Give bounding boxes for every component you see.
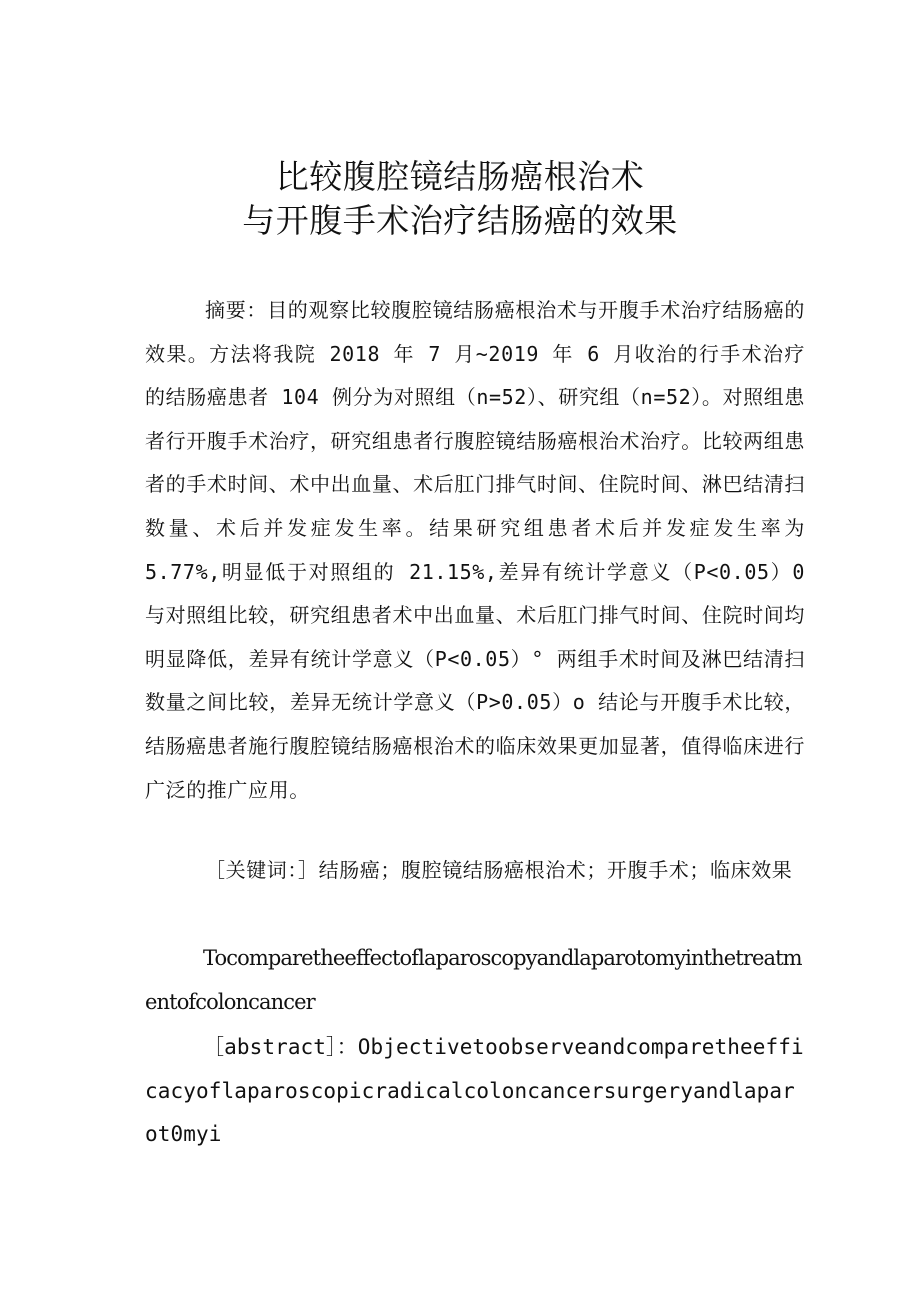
document-title-line-2: 与开腹手术治疗结肠癌的效果 <box>242 201 678 240</box>
keywords-paragraph: ［关键词：］结肠癌；腹腔镜结肠癌根治术；开腹手术；临床效果 <box>205 858 793 882</box>
document-title-line-1: 比较腹腔镜结肠癌根治术 <box>275 157 645 196</box>
abstract-paragraph: 摘要：目的观察比较腹腔镜结肠癌根治术与开腹手术治疗结肠癌的效果。方法将我院 2018 年 7 月~2019 年 6 月收治的行手术治疗的结肠癌患者 104 例分为对照组（n=52）、研究组（n=52）。对照组患者行开腹手术治疗，研究组患者行腹腔镜结肠癌根治术治疗。比较两组患者的手术时间、术中出血量、术后肛门排气时间、住院时间、淋巴结清扫数量、术后并发症发生率。结果研究组患者术后并发症发生率为 5.77%,明显低于对照组的 21.15%,差异有统计学意义（P<0.05）0 与对照组比较，研究组患者术中出血量、术后肛门排气时间、住院时间均明显降低，差异有统计学意义（P<0.05）° 两组手术时间及淋巴结清扫数量之间比较，差异无统计学意义（P>0.05）o 结论与开腹手术比较，结肠癌患者施行腹腔镜结肠癌根治术的临床效果更加显著，值得临床进行广泛的推广应用。 <box>145 298 805 802</box>
english-title-paragraph: Tocomparetheeffectoflaparoscopyandlaparotomyinthetreatmentofcoloncancer <box>145 946 802 1014</box>
english-abstract-paragraph: ［abstract］：Objectivetoobserveandcomparetheefficacyoflaparoscopicradicalcoloncancersurgeryandlaparot0myi <box>145 1035 804 1147</box>
